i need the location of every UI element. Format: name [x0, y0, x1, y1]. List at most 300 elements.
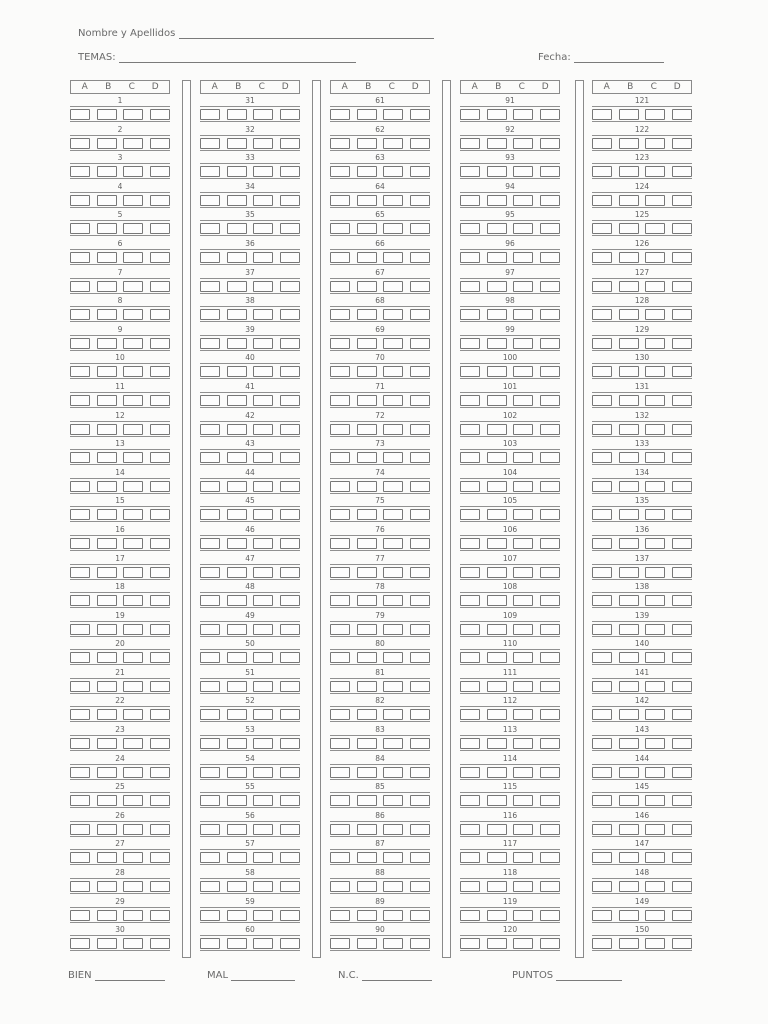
- answer-box-d[interactable]: [150, 595, 170, 606]
- answer-box-d[interactable]: [410, 223, 430, 234]
- answer-box-d[interactable]: [150, 910, 170, 921]
- answer-box-d[interactable]: [540, 509, 560, 520]
- answer-box-b[interactable]: [619, 223, 639, 234]
- answer-box-d[interactable]: [672, 366, 692, 377]
- answer-box-b[interactable]: [619, 109, 639, 120]
- answer-box-a[interactable]: [460, 538, 480, 549]
- answer-box-b[interactable]: [619, 681, 639, 692]
- answer-box-b[interactable]: [227, 881, 247, 892]
- answer-box-a[interactable]: [592, 824, 612, 835]
- answer-box-d[interactable]: [672, 852, 692, 863]
- answer-box-b[interactable]: [619, 338, 639, 349]
- bien-input-line[interactable]: [95, 971, 165, 981]
- answer-box-d[interactable]: [540, 138, 560, 149]
- answer-box-b[interactable]: [227, 567, 247, 578]
- answer-box-b[interactable]: [97, 567, 117, 578]
- answer-box-c[interactable]: [253, 309, 273, 320]
- answer-box-c[interactable]: [645, 795, 665, 806]
- answer-box-a[interactable]: [70, 709, 90, 720]
- answer-box-b[interactable]: [357, 652, 377, 663]
- answer-box-d[interactable]: [150, 538, 170, 549]
- answer-box-d[interactable]: [540, 738, 560, 749]
- answer-box-d[interactable]: [672, 795, 692, 806]
- answer-box-c[interactable]: [253, 824, 273, 835]
- answer-box-c[interactable]: [645, 223, 665, 234]
- answer-box-b[interactable]: [487, 424, 507, 435]
- answer-box-d[interactable]: [150, 624, 170, 635]
- answer-box-a[interactable]: [460, 281, 480, 292]
- answer-box-c[interactable]: [513, 166, 533, 177]
- answer-box-a[interactable]: [592, 567, 612, 578]
- answer-box-a[interactable]: [330, 795, 350, 806]
- answer-box-d[interactable]: [672, 481, 692, 492]
- answer-box-b[interactable]: [357, 795, 377, 806]
- answer-box-c[interactable]: [253, 795, 273, 806]
- answer-box-b[interactable]: [357, 309, 377, 320]
- answer-box-a[interactable]: [460, 195, 480, 206]
- answer-box-d[interactable]: [672, 424, 692, 435]
- answer-box-d[interactable]: [280, 538, 300, 549]
- answer-box-b[interactable]: [227, 138, 247, 149]
- answer-box-a[interactable]: [330, 395, 350, 406]
- answer-box-b[interactable]: [357, 767, 377, 778]
- answer-box-b[interactable]: [227, 223, 247, 234]
- answer-box-d[interactable]: [672, 567, 692, 578]
- answer-box-a[interactable]: [592, 595, 612, 606]
- answer-box-d[interactable]: [150, 195, 170, 206]
- answer-box-c[interactable]: [253, 681, 273, 692]
- answer-box-b[interactable]: [619, 567, 639, 578]
- answer-box-b[interactable]: [487, 109, 507, 120]
- answer-box-b[interactable]: [97, 538, 117, 549]
- answer-box-b[interactable]: [357, 223, 377, 234]
- answer-box-b[interactable]: [619, 938, 639, 949]
- answer-box-a[interactable]: [70, 281, 90, 292]
- answer-box-a[interactable]: [460, 652, 480, 663]
- answer-box-d[interactable]: [540, 109, 560, 120]
- answer-box-d[interactable]: [280, 624, 300, 635]
- answer-box-c[interactable]: [645, 738, 665, 749]
- answer-box-a[interactable]: [330, 624, 350, 635]
- answer-box-d[interactable]: [672, 538, 692, 549]
- answer-box-a[interactable]: [200, 767, 220, 778]
- answer-box-b[interactable]: [227, 309, 247, 320]
- answer-box-c[interactable]: [513, 567, 533, 578]
- answer-box-b[interactable]: [227, 595, 247, 606]
- answer-box-a[interactable]: [460, 938, 480, 949]
- answer-box-d[interactable]: [410, 366, 430, 377]
- answer-box-a[interactable]: [70, 138, 90, 149]
- answer-box-b[interactable]: [357, 109, 377, 120]
- answer-box-c[interactable]: [513, 338, 533, 349]
- answer-box-c[interactable]: [645, 652, 665, 663]
- answer-box-d[interactable]: [672, 910, 692, 921]
- answer-box-d[interactable]: [280, 395, 300, 406]
- answer-box-a[interactable]: [592, 910, 612, 921]
- answer-box-c[interactable]: [513, 309, 533, 320]
- answer-box-d[interactable]: [150, 709, 170, 720]
- answer-box-a[interactable]: [592, 223, 612, 234]
- answer-box-d[interactable]: [280, 738, 300, 749]
- answer-box-b[interactable]: [97, 452, 117, 463]
- answer-box-b[interactable]: [487, 338, 507, 349]
- answer-box-b[interactable]: [357, 595, 377, 606]
- answer-box-b[interactable]: [619, 309, 639, 320]
- answer-box-a[interactable]: [70, 881, 90, 892]
- answer-box-a[interactable]: [330, 309, 350, 320]
- answer-box-a[interactable]: [70, 452, 90, 463]
- answer-box-a[interactable]: [592, 395, 612, 406]
- answer-box-b[interactable]: [97, 595, 117, 606]
- answer-box-d[interactable]: [280, 481, 300, 492]
- answer-box-d[interactable]: [280, 138, 300, 149]
- answer-box-c[interactable]: [513, 223, 533, 234]
- answer-box-c[interactable]: [123, 567, 143, 578]
- answer-box-a[interactable]: [70, 738, 90, 749]
- answer-box-d[interactable]: [150, 338, 170, 349]
- answer-box-b[interactable]: [97, 709, 117, 720]
- answer-box-a[interactable]: [330, 652, 350, 663]
- answer-box-c[interactable]: [383, 252, 403, 263]
- answer-box-b[interactable]: [487, 223, 507, 234]
- answer-box-a[interactable]: [330, 824, 350, 835]
- answer-box-c[interactable]: [645, 252, 665, 263]
- answer-box-a[interactable]: [330, 338, 350, 349]
- answer-box-a[interactable]: [200, 195, 220, 206]
- answer-box-d[interactable]: [672, 509, 692, 520]
- answer-box-c[interactable]: [123, 738, 143, 749]
- answer-box-d[interactable]: [672, 281, 692, 292]
- answer-box-d[interactable]: [410, 538, 430, 549]
- answer-box-d[interactable]: [540, 767, 560, 778]
- answer-box-a[interactable]: [592, 338, 612, 349]
- answer-box-a[interactable]: [460, 366, 480, 377]
- answer-box-a[interactable]: [200, 709, 220, 720]
- answer-box-c[interactable]: [383, 395, 403, 406]
- answer-box-c[interactable]: [383, 910, 403, 921]
- answer-box-d[interactable]: [150, 881, 170, 892]
- answer-box-b[interactable]: [227, 195, 247, 206]
- answer-box-a[interactable]: [460, 910, 480, 921]
- answer-box-d[interactable]: [410, 910, 430, 921]
- answer-box-d[interactable]: [540, 338, 560, 349]
- answer-box-c[interactable]: [645, 881, 665, 892]
- answer-box-b[interactable]: [357, 624, 377, 635]
- answer-box-a[interactable]: [200, 852, 220, 863]
- answer-box-d[interactable]: [150, 166, 170, 177]
- answer-box-d[interactable]: [410, 567, 430, 578]
- answer-box-d[interactable]: [150, 824, 170, 835]
- answer-box-c[interactable]: [513, 824, 533, 835]
- answer-box-d[interactable]: [280, 910, 300, 921]
- answer-box-c[interactable]: [645, 109, 665, 120]
- answer-box-b[interactable]: [487, 595, 507, 606]
- answer-box-c[interactable]: [123, 195, 143, 206]
- answer-box-c[interactable]: [383, 767, 403, 778]
- answer-box-d[interactable]: [280, 595, 300, 606]
- answer-box-d[interactable]: [540, 938, 560, 949]
- answer-box-a[interactable]: [70, 595, 90, 606]
- answer-box-d[interactable]: [672, 595, 692, 606]
- answer-box-d[interactable]: [280, 767, 300, 778]
- answer-box-a[interactable]: [330, 538, 350, 549]
- answer-box-a[interactable]: [200, 738, 220, 749]
- answer-box-c[interactable]: [253, 881, 273, 892]
- answer-box-c[interactable]: [383, 538, 403, 549]
- answer-box-b[interactable]: [357, 481, 377, 492]
- answer-box-a[interactable]: [460, 824, 480, 835]
- answer-box-d[interactable]: [410, 195, 430, 206]
- answer-box-b[interactable]: [357, 509, 377, 520]
- answer-box-a[interactable]: [200, 567, 220, 578]
- answer-box-a[interactable]: [200, 938, 220, 949]
- answer-box-a[interactable]: [200, 281, 220, 292]
- answer-box-a[interactable]: [592, 738, 612, 749]
- answer-box-a[interactable]: [592, 681, 612, 692]
- answer-box-d[interactable]: [280, 366, 300, 377]
- answer-box-b[interactable]: [619, 395, 639, 406]
- answer-box-b[interactable]: [227, 910, 247, 921]
- answer-box-b[interactable]: [357, 281, 377, 292]
- answer-box-a[interactable]: [592, 767, 612, 778]
- answer-box-c[interactable]: [383, 795, 403, 806]
- answer-box-d[interactable]: [150, 309, 170, 320]
- answer-box-c[interactable]: [253, 538, 273, 549]
- answer-box-d[interactable]: [410, 452, 430, 463]
- answer-box-c[interactable]: [513, 595, 533, 606]
- fecha-input-line[interactable]: [574, 53, 664, 63]
- answer-box-a[interactable]: [70, 538, 90, 549]
- answer-box-d[interactable]: [672, 624, 692, 635]
- answer-box-d[interactable]: [280, 881, 300, 892]
- answer-box-d[interactable]: [540, 309, 560, 320]
- answer-box-d[interactable]: [150, 681, 170, 692]
- answer-box-b[interactable]: [619, 852, 639, 863]
- answer-box-d[interactable]: [410, 738, 430, 749]
- answer-box-c[interactable]: [383, 223, 403, 234]
- answer-box-c[interactable]: [645, 309, 665, 320]
- answer-box-a[interactable]: [70, 910, 90, 921]
- answer-box-c[interactable]: [123, 309, 143, 320]
- answer-box-c[interactable]: [123, 223, 143, 234]
- answer-box-d[interactable]: [672, 166, 692, 177]
- answer-box-a[interactable]: [200, 452, 220, 463]
- answer-box-b[interactable]: [227, 624, 247, 635]
- answer-box-a[interactable]: [330, 366, 350, 377]
- answer-box-d[interactable]: [280, 338, 300, 349]
- answer-box-b[interactable]: [97, 795, 117, 806]
- answer-box-c[interactable]: [383, 338, 403, 349]
- answer-box-c[interactable]: [123, 395, 143, 406]
- answer-box-b[interactable]: [97, 910, 117, 921]
- answer-box-b[interactable]: [357, 910, 377, 921]
- answer-box-b[interactable]: [357, 852, 377, 863]
- answer-box-b[interactable]: [227, 166, 247, 177]
- answer-box-d[interactable]: [540, 881, 560, 892]
- answer-box-a[interactable]: [460, 509, 480, 520]
- answer-box-a[interactable]: [460, 738, 480, 749]
- answer-box-a[interactable]: [592, 166, 612, 177]
- answer-box-b[interactable]: [227, 281, 247, 292]
- answer-box-c[interactable]: [645, 395, 665, 406]
- answer-box-b[interactable]: [227, 509, 247, 520]
- answer-box-b[interactable]: [487, 481, 507, 492]
- answer-box-c[interactable]: [123, 366, 143, 377]
- answer-box-b[interactable]: [619, 738, 639, 749]
- answer-box-d[interactable]: [150, 223, 170, 234]
- answer-box-d[interactable]: [540, 795, 560, 806]
- answer-box-c[interactable]: [513, 109, 533, 120]
- answer-box-b[interactable]: [227, 452, 247, 463]
- answer-box-d[interactable]: [672, 938, 692, 949]
- answer-box-c[interactable]: [253, 624, 273, 635]
- puntos-input-line[interactable]: [556, 971, 622, 981]
- answer-box-c[interactable]: [253, 481, 273, 492]
- answer-box-a[interactable]: [330, 881, 350, 892]
- answer-box-d[interactable]: [540, 709, 560, 720]
- answer-box-a[interactable]: [70, 481, 90, 492]
- answer-box-a[interactable]: [460, 709, 480, 720]
- answer-box-c[interactable]: [513, 252, 533, 263]
- answer-box-a[interactable]: [70, 624, 90, 635]
- answer-box-c[interactable]: [513, 709, 533, 720]
- answer-box-c[interactable]: [383, 481, 403, 492]
- answer-box-c[interactable]: [513, 481, 533, 492]
- answer-box-c[interactable]: [123, 824, 143, 835]
- answer-box-d[interactable]: [150, 452, 170, 463]
- answer-box-c[interactable]: [645, 624, 665, 635]
- answer-box-b[interactable]: [227, 395, 247, 406]
- answer-box-d[interactable]: [672, 452, 692, 463]
- answer-box-a[interactable]: [592, 195, 612, 206]
- answer-box-c[interactable]: [123, 281, 143, 292]
- answer-box-d[interactable]: [280, 938, 300, 949]
- answer-box-a[interactable]: [330, 281, 350, 292]
- answer-box-a[interactable]: [330, 767, 350, 778]
- answer-box-d[interactable]: [540, 910, 560, 921]
- answer-box-d[interactable]: [280, 109, 300, 120]
- answer-box-c[interactable]: [123, 252, 143, 263]
- answer-box-b[interactable]: [619, 509, 639, 520]
- answer-box-b[interactable]: [487, 795, 507, 806]
- answer-box-b[interactable]: [357, 395, 377, 406]
- answer-box-c[interactable]: [383, 938, 403, 949]
- answer-box-a[interactable]: [330, 481, 350, 492]
- answer-box-a[interactable]: [460, 138, 480, 149]
- answer-box-c[interactable]: [123, 852, 143, 863]
- answer-box-b[interactable]: [487, 738, 507, 749]
- answer-box-d[interactable]: [410, 309, 430, 320]
- answer-box-a[interactable]: [200, 481, 220, 492]
- answer-box-a[interactable]: [70, 252, 90, 263]
- answer-box-a[interactable]: [592, 281, 612, 292]
- answer-box-a[interactable]: [592, 652, 612, 663]
- answer-box-d[interactable]: [410, 509, 430, 520]
- answer-box-b[interactable]: [357, 138, 377, 149]
- answer-box-d[interactable]: [280, 252, 300, 263]
- answer-box-c[interactable]: [123, 109, 143, 120]
- answer-box-b[interactable]: [619, 709, 639, 720]
- answer-box-b[interactable]: [487, 166, 507, 177]
- answer-box-c[interactable]: [253, 509, 273, 520]
- answer-box-c[interactable]: [123, 652, 143, 663]
- answer-box-b[interactable]: [487, 538, 507, 549]
- answer-box-c[interactable]: [123, 938, 143, 949]
- answer-box-b[interactable]: [487, 938, 507, 949]
- answer-box-b[interactable]: [227, 338, 247, 349]
- answer-box-a[interactable]: [592, 109, 612, 120]
- answer-box-b[interactable]: [619, 881, 639, 892]
- answer-box-b[interactable]: [487, 281, 507, 292]
- answer-box-b[interactable]: [357, 681, 377, 692]
- answer-box-b[interactable]: [97, 881, 117, 892]
- answer-box-a[interactable]: [592, 538, 612, 549]
- answer-box-c[interactable]: [123, 138, 143, 149]
- answer-box-c[interactable]: [645, 195, 665, 206]
- answer-box-b[interactable]: [619, 538, 639, 549]
- answer-box-d[interactable]: [280, 852, 300, 863]
- answer-box-b[interactable]: [97, 481, 117, 492]
- answer-box-c[interactable]: [123, 509, 143, 520]
- answer-box-b[interactable]: [227, 481, 247, 492]
- answer-box-b[interactable]: [97, 767, 117, 778]
- answer-box-c[interactable]: [513, 195, 533, 206]
- answer-box-a[interactable]: [330, 223, 350, 234]
- answer-box-d[interactable]: [540, 281, 560, 292]
- name-input-line[interactable]: [179, 29, 434, 39]
- answer-box-b[interactable]: [227, 767, 247, 778]
- answer-box-b[interactable]: [487, 824, 507, 835]
- answer-box-b[interactable]: [487, 252, 507, 263]
- answer-box-d[interactable]: [410, 652, 430, 663]
- answer-box-a[interactable]: [592, 252, 612, 263]
- answer-box-d[interactable]: [540, 567, 560, 578]
- answer-box-a[interactable]: [592, 452, 612, 463]
- answer-box-c[interactable]: [645, 709, 665, 720]
- answer-box-b[interactable]: [227, 252, 247, 263]
- answer-box-d[interactable]: [410, 767, 430, 778]
- answer-box-b[interactable]: [97, 681, 117, 692]
- answer-box-c[interactable]: [123, 424, 143, 435]
- answer-box-c[interactable]: [645, 338, 665, 349]
- answer-box-a[interactable]: [330, 595, 350, 606]
- answer-box-c[interactable]: [383, 281, 403, 292]
- answer-box-a[interactable]: [460, 567, 480, 578]
- answer-box-b[interactable]: [97, 195, 117, 206]
- answer-box-c[interactable]: [123, 595, 143, 606]
- answer-box-d[interactable]: [150, 281, 170, 292]
- answer-box-b[interactable]: [619, 795, 639, 806]
- answer-box-a[interactable]: [592, 795, 612, 806]
- answer-box-b[interactable]: [227, 824, 247, 835]
- answer-box-c[interactable]: [645, 538, 665, 549]
- answer-box-c[interactable]: [513, 281, 533, 292]
- answer-box-c[interactable]: [513, 424, 533, 435]
- answer-box-c[interactable]: [513, 395, 533, 406]
- answer-box-b[interactable]: [619, 138, 639, 149]
- answer-box-b[interactable]: [357, 166, 377, 177]
- answer-box-b[interactable]: [487, 138, 507, 149]
- answer-box-d[interactable]: [150, 938, 170, 949]
- answer-box-a[interactable]: [460, 681, 480, 692]
- answer-box-c[interactable]: [383, 709, 403, 720]
- answer-box-a[interactable]: [592, 624, 612, 635]
- answer-box-d[interactable]: [540, 223, 560, 234]
- answer-box-d[interactable]: [150, 652, 170, 663]
- answer-box-d[interactable]: [410, 938, 430, 949]
- answer-box-a[interactable]: [592, 424, 612, 435]
- answer-box-a[interactable]: [70, 366, 90, 377]
